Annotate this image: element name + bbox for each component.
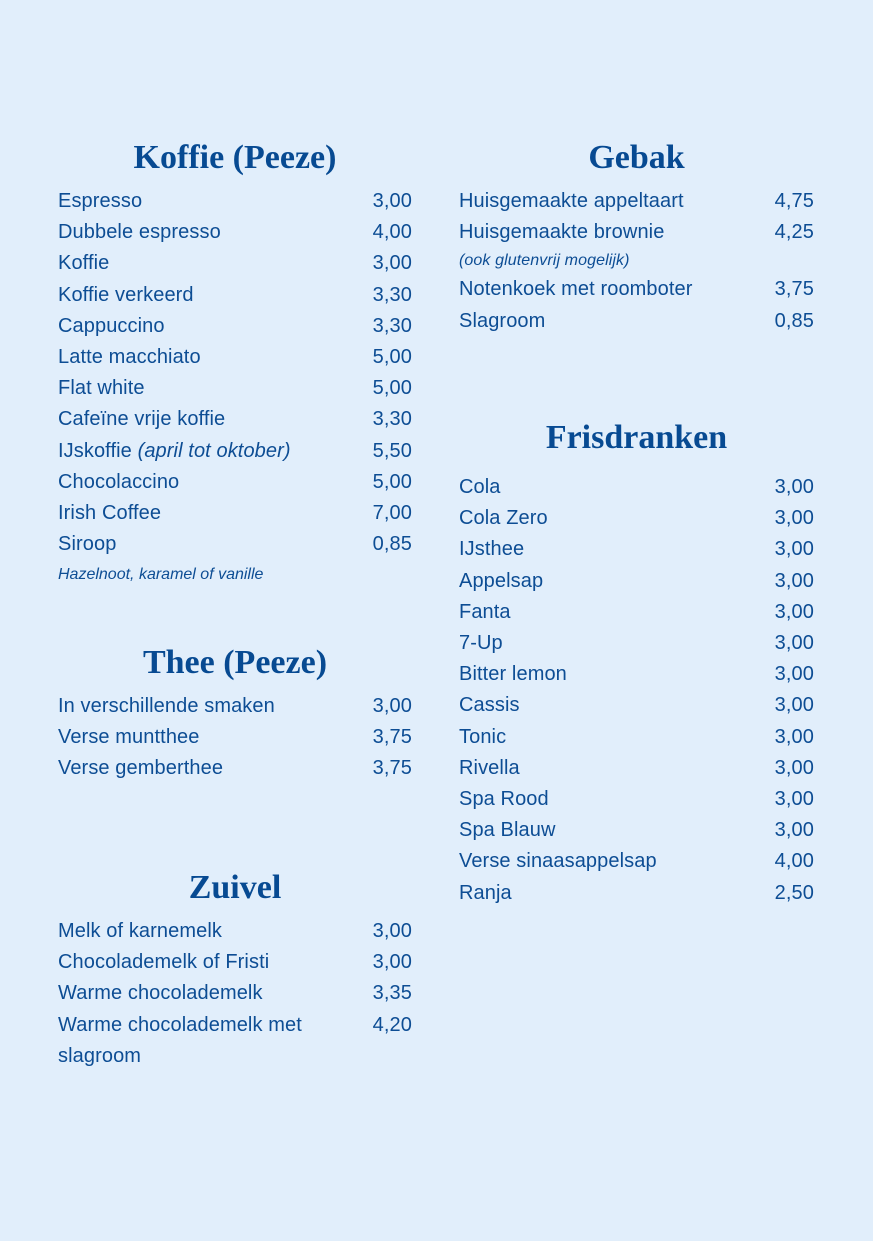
item-price: 5,50 — [372, 439, 412, 462]
item-price: 3,00 — [774, 725, 814, 748]
item-price: 3,30 — [372, 408, 412, 431]
item-price: 3,00 — [372, 920, 412, 942]
menu-list-zuivel — [58, 916, 412, 1072]
menu-item — [459, 306, 814, 337]
item-price: 3,00 — [774, 632, 814, 655]
menu-item — [459, 878, 814, 909]
item-price: 7,00 — [372, 502, 412, 525]
menu-item — [58, 978, 412, 1009]
section-koffie — [58, 136, 412, 588]
menu-item — [58, 529, 412, 560]
item-name: Cafeïne vrije koffie — [58, 408, 226, 431]
item-price: 5,00 — [372, 470, 412, 493]
item-name: IJskoffie — [58, 439, 132, 462]
item-name: Rivella — [459, 756, 520, 779]
item-price: 2,50 — [774, 881, 814, 904]
section-zuivel — [58, 866, 412, 1072]
section-title-thee: Thee (Peeze) — [142, 644, 328, 681]
item-name-wrapper — [58, 436, 368, 467]
item-price: 4,20 — [372, 1013, 412, 1036]
menu-item — [58, 916, 412, 947]
menu-item — [459, 659, 814, 690]
item-name: Huisgemaakte brownie — [459, 221, 665, 244]
menu-item — [58, 280, 412, 311]
item-name: Notenkoek met roomboter — [459, 278, 693, 301]
item-name: Koffie verkeerd — [58, 283, 194, 306]
menu-item — [459, 722, 814, 753]
menu-item — [58, 248, 412, 279]
menu-item — [58, 404, 412, 435]
item-price: 3,00 — [774, 600, 814, 623]
menu-item — [459, 503, 814, 534]
item-name: Latte macchiato — [58, 346, 201, 369]
section-gebak — [459, 136, 814, 337]
item-name: 7-Up — [459, 632, 503, 655]
menu-list-gebak — [459, 186, 814, 337]
menu-item — [58, 947, 412, 978]
item-price: 3,75 — [774, 278, 814, 301]
item-name: Cappuccino — [58, 314, 165, 337]
item-price: 3,00 — [774, 819, 814, 842]
item-name: Slagroom — [459, 309, 546, 332]
item-price: 3,00 — [774, 507, 814, 530]
item-price: 0,85 — [774, 309, 814, 332]
menu-item — [459, 566, 814, 597]
item-name: Verse gemberthee — [58, 757, 224, 780]
item-price: 4,75 — [774, 190, 814, 212]
item-name-wrapper — [459, 217, 770, 274]
item-name: Spa Rood — [459, 788, 549, 811]
item-price: 3,00 — [774, 569, 814, 592]
item-name: Espresso — [58, 190, 143, 212]
menu-item — [58, 722, 412, 753]
menu-item — [459, 846, 814, 877]
item-price: 3,75 — [372, 726, 412, 749]
item-price: 3,00 — [372, 951, 412, 974]
item-name: Koffie — [58, 252, 110, 275]
item-price: 3,00 — [774, 694, 814, 717]
item-price: 3,00 — [774, 788, 814, 811]
menu-list-koffie — [58, 186, 412, 588]
item-name: Flat white — [58, 377, 145, 400]
menu-item — [58, 342, 412, 373]
item-name: Siroop — [58, 533, 117, 556]
menu-item — [58, 186, 412, 217]
item-price: 4,25 — [774, 221, 814, 244]
menu-item — [459, 690, 814, 721]
item-name: Verse sinaasappelsap — [459, 850, 657, 873]
section-title-zuivel: Zuivel — [188, 869, 282, 906]
item-name: Huisgemaakte appeltaart — [459, 190, 684, 212]
item-price: 3,00 — [372, 190, 412, 212]
menu-item — [58, 467, 412, 498]
item-name: Warme chocolademelk — [58, 982, 263, 1005]
item-name: Cassis — [459, 694, 520, 717]
menu-item — [58, 1010, 412, 1072]
menu-item — [459, 597, 814, 628]
menu-list-frisdranken — [459, 472, 814, 909]
section-title-frisdranken: Frisdranken — [545, 419, 728, 456]
menu-item — [459, 784, 814, 815]
item-name: Tonic — [459, 725, 507, 748]
section-frisdranken — [459, 416, 814, 909]
item-name: Chocolademelk of Fristi — [58, 951, 270, 974]
menu-item — [58, 498, 412, 529]
item-name: Fanta — [459, 600, 511, 623]
item-name: Chocolaccino — [58, 470, 180, 493]
item-name: Spa Blauw — [459, 819, 556, 842]
menu-item — [58, 373, 412, 404]
section-title-gebak: Gebak — [588, 139, 685, 176]
menu-item — [459, 186, 814, 217]
item-name: Cola Zero — [459, 507, 548, 530]
footnote: Hazelnoot, karamel of vanille — [58, 566, 264, 584]
item-price: 3,30 — [372, 314, 412, 337]
item-name: Cola — [459, 476, 501, 498]
item-name: Dubbele espresso — [58, 221, 221, 244]
menu-item — [459, 472, 814, 503]
menu-item — [459, 534, 814, 565]
menu-item — [58, 217, 412, 248]
item-price: 3,00 — [774, 756, 814, 779]
menu-item — [459, 217, 814, 274]
item-price: 3,00 — [372, 695, 412, 717]
item-name: Melk of karnemelk — [58, 920, 222, 942]
item-name: Appelsap — [459, 569, 544, 592]
menu-item — [58, 311, 412, 342]
item-price: 4,00 — [372, 221, 412, 244]
item-name: Verse muntthee — [58, 726, 200, 749]
menu-item — [58, 691, 412, 722]
section-title-koffie: Koffie (Peeze) — [133, 139, 337, 176]
item-name: Warme chocolademelk met slagroom — [58, 1013, 302, 1067]
menu-item — [459, 628, 814, 659]
item-name: Ranja — [459, 881, 512, 904]
menu-item — [459, 815, 814, 846]
section-thee — [58, 641, 412, 785]
item-price: 3,00 — [774, 663, 814, 686]
item-price: 5,00 — [372, 346, 412, 369]
item-name: Irish Coffee — [58, 502, 162, 525]
item-name: IJsthee — [459, 538, 525, 561]
item-subnote: (ook glutenvrij mogelijk) — [459, 252, 630, 270]
menu-item — [58, 753, 412, 784]
menu-item — [58, 436, 412, 467]
item-price: 3,00 — [372, 252, 412, 275]
item-name: In verschillende smaken — [58, 695, 275, 717]
item-price: 3,00 — [774, 476, 814, 498]
item-note: (april tot oktober) — [137, 439, 291, 462]
item-price: 0,85 — [372, 533, 412, 556]
item-price: 3,30 — [372, 283, 412, 306]
item-price: 3,75 — [372, 757, 412, 780]
item-name: Bitter lemon — [459, 663, 567, 686]
menu-list-thee — [58, 691, 412, 785]
item-price: 4,00 — [774, 850, 814, 873]
item-price: 3,35 — [372, 982, 412, 1005]
menu-item — [459, 753, 814, 784]
item-price: 3,00 — [774, 538, 814, 561]
item-price: 5,00 — [372, 377, 412, 400]
menu-item — [459, 274, 814, 305]
